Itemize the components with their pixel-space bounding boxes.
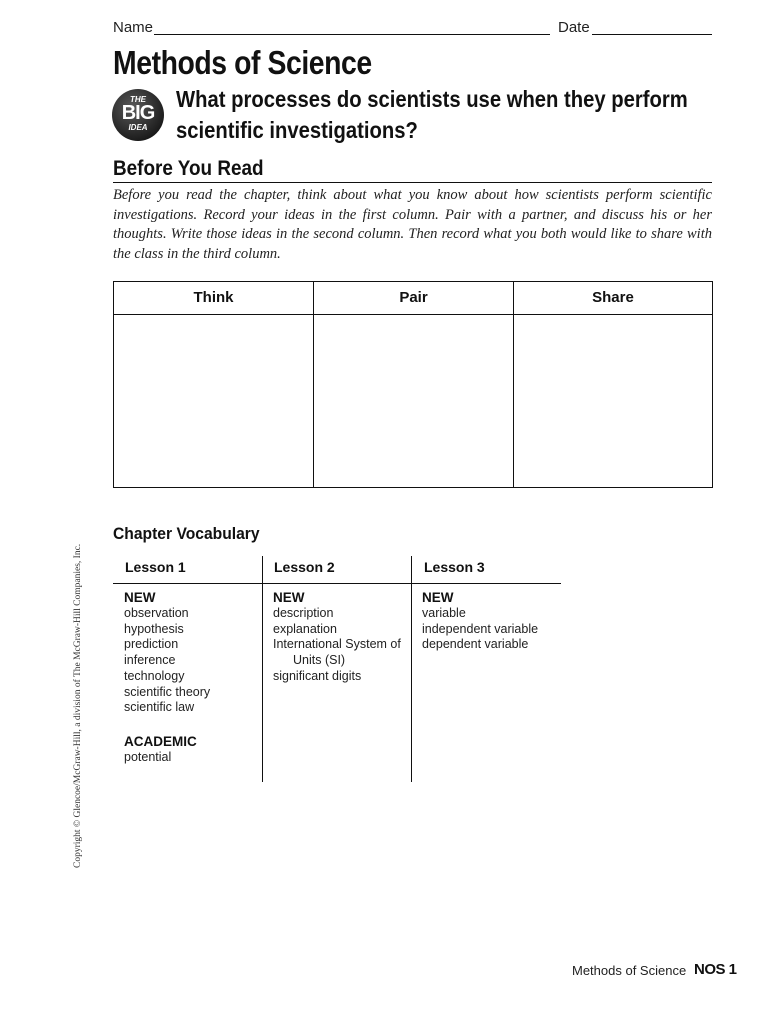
pair-column	[313, 282, 513, 487]
before-you-read-heading: Before You Read	[113, 157, 264, 180]
think-header: Think	[114, 282, 313, 315]
think-answer-area[interactable]	[114, 315, 313, 487]
new-label: NEW	[273, 590, 305, 605]
share-column	[513, 282, 712, 487]
lesson-2-heading: Lesson 2	[274, 559, 335, 575]
vocab-term: inference	[124, 653, 176, 668]
badge-line-2: BIG	[121, 102, 155, 124]
vocab-term: observation	[124, 606, 189, 620]
vocab-term: description	[273, 606, 334, 620]
think-column	[114, 282, 313, 487]
lesson-1-vocabulary	[124, 590, 210, 766]
vocab-term: scientific theory	[124, 684, 211, 699]
badge-line-3: IDEA	[128, 123, 148, 132]
vocab-term: International System of	[273, 637, 401, 652]
share-answer-area[interactable]	[514, 315, 712, 487]
big-idea-question-line-1: What processes do scientists use when they perform	[176, 86, 688, 112]
vocab-term: independent variable	[422, 621, 539, 636]
vocab-term: significant digits	[273, 668, 362, 683]
vocab-term: dependent variable	[422, 637, 529, 652]
lesson-3-heading: Lesson 3	[424, 559, 485, 575]
before-you-read-instructions: Before you read the chapter, think about what you know about how scientists perform scientific investigations. Record your ideas in the first column. Pair with a partner, and discuss his or her thoughts. Write those ideas in the second column. Then record what you both would like to share with the class in the third column.	[113, 187, 712, 262]
pair-answer-area[interactable]	[314, 315, 513, 487]
vocabulary-divider-2	[411, 556, 412, 782]
section-divider	[113, 182, 712, 183]
page-number: NOS 1	[694, 961, 737, 978]
name-label: Name	[113, 19, 154, 36]
vocab-term: technology	[124, 668, 185, 683]
vocab-term: explanation	[273, 621, 337, 636]
vocab-term: scientific law	[124, 700, 195, 715]
new-label: NEW	[124, 590, 156, 605]
lesson-2-vocabulary	[273, 590, 401, 685]
date-label: Date	[558, 19, 590, 36]
lesson-1-heading: Lesson 1	[125, 559, 186, 575]
chapter-vocabulary-heading: Chapter Vocabulary	[113, 524, 260, 543]
vocabulary-header-rule	[113, 583, 561, 584]
footer-chapter-title: Methods of Science	[572, 963, 687, 978]
vocabulary-divider-1	[262, 556, 263, 782]
name-field[interactable]	[154, 34, 550, 35]
page-title: Methods of Science	[113, 44, 372, 81]
vocab-term: prediction	[124, 637, 179, 652]
lesson-3-vocabulary	[422, 590, 538, 653]
badge-line-1: THE	[130, 95, 146, 104]
pair-header: Pair	[314, 282, 513, 315]
vocab-term: variable	[422, 606, 466, 620]
academic-label: ACADEMIC	[124, 733, 197, 749]
vocab-term: Units (SI)	[293, 653, 346, 668]
date-field[interactable]	[592, 34, 712, 35]
vocab-term: hypothesis	[124, 621, 184, 636]
vocab-term: potential	[124, 749, 172, 764]
new-label: NEW	[422, 590, 454, 605]
big-idea-badge-icon	[112, 89, 164, 141]
think-pair-share-table	[113, 281, 713, 488]
big-idea-question-line-2: scientific investigations?	[176, 117, 418, 143]
share-header: Share	[514, 282, 712, 315]
copyright-notice: Copyright © Glencoe/McGraw-Hill, a division of The McGraw-Hill Companies, Inc.	[73, 543, 83, 868]
